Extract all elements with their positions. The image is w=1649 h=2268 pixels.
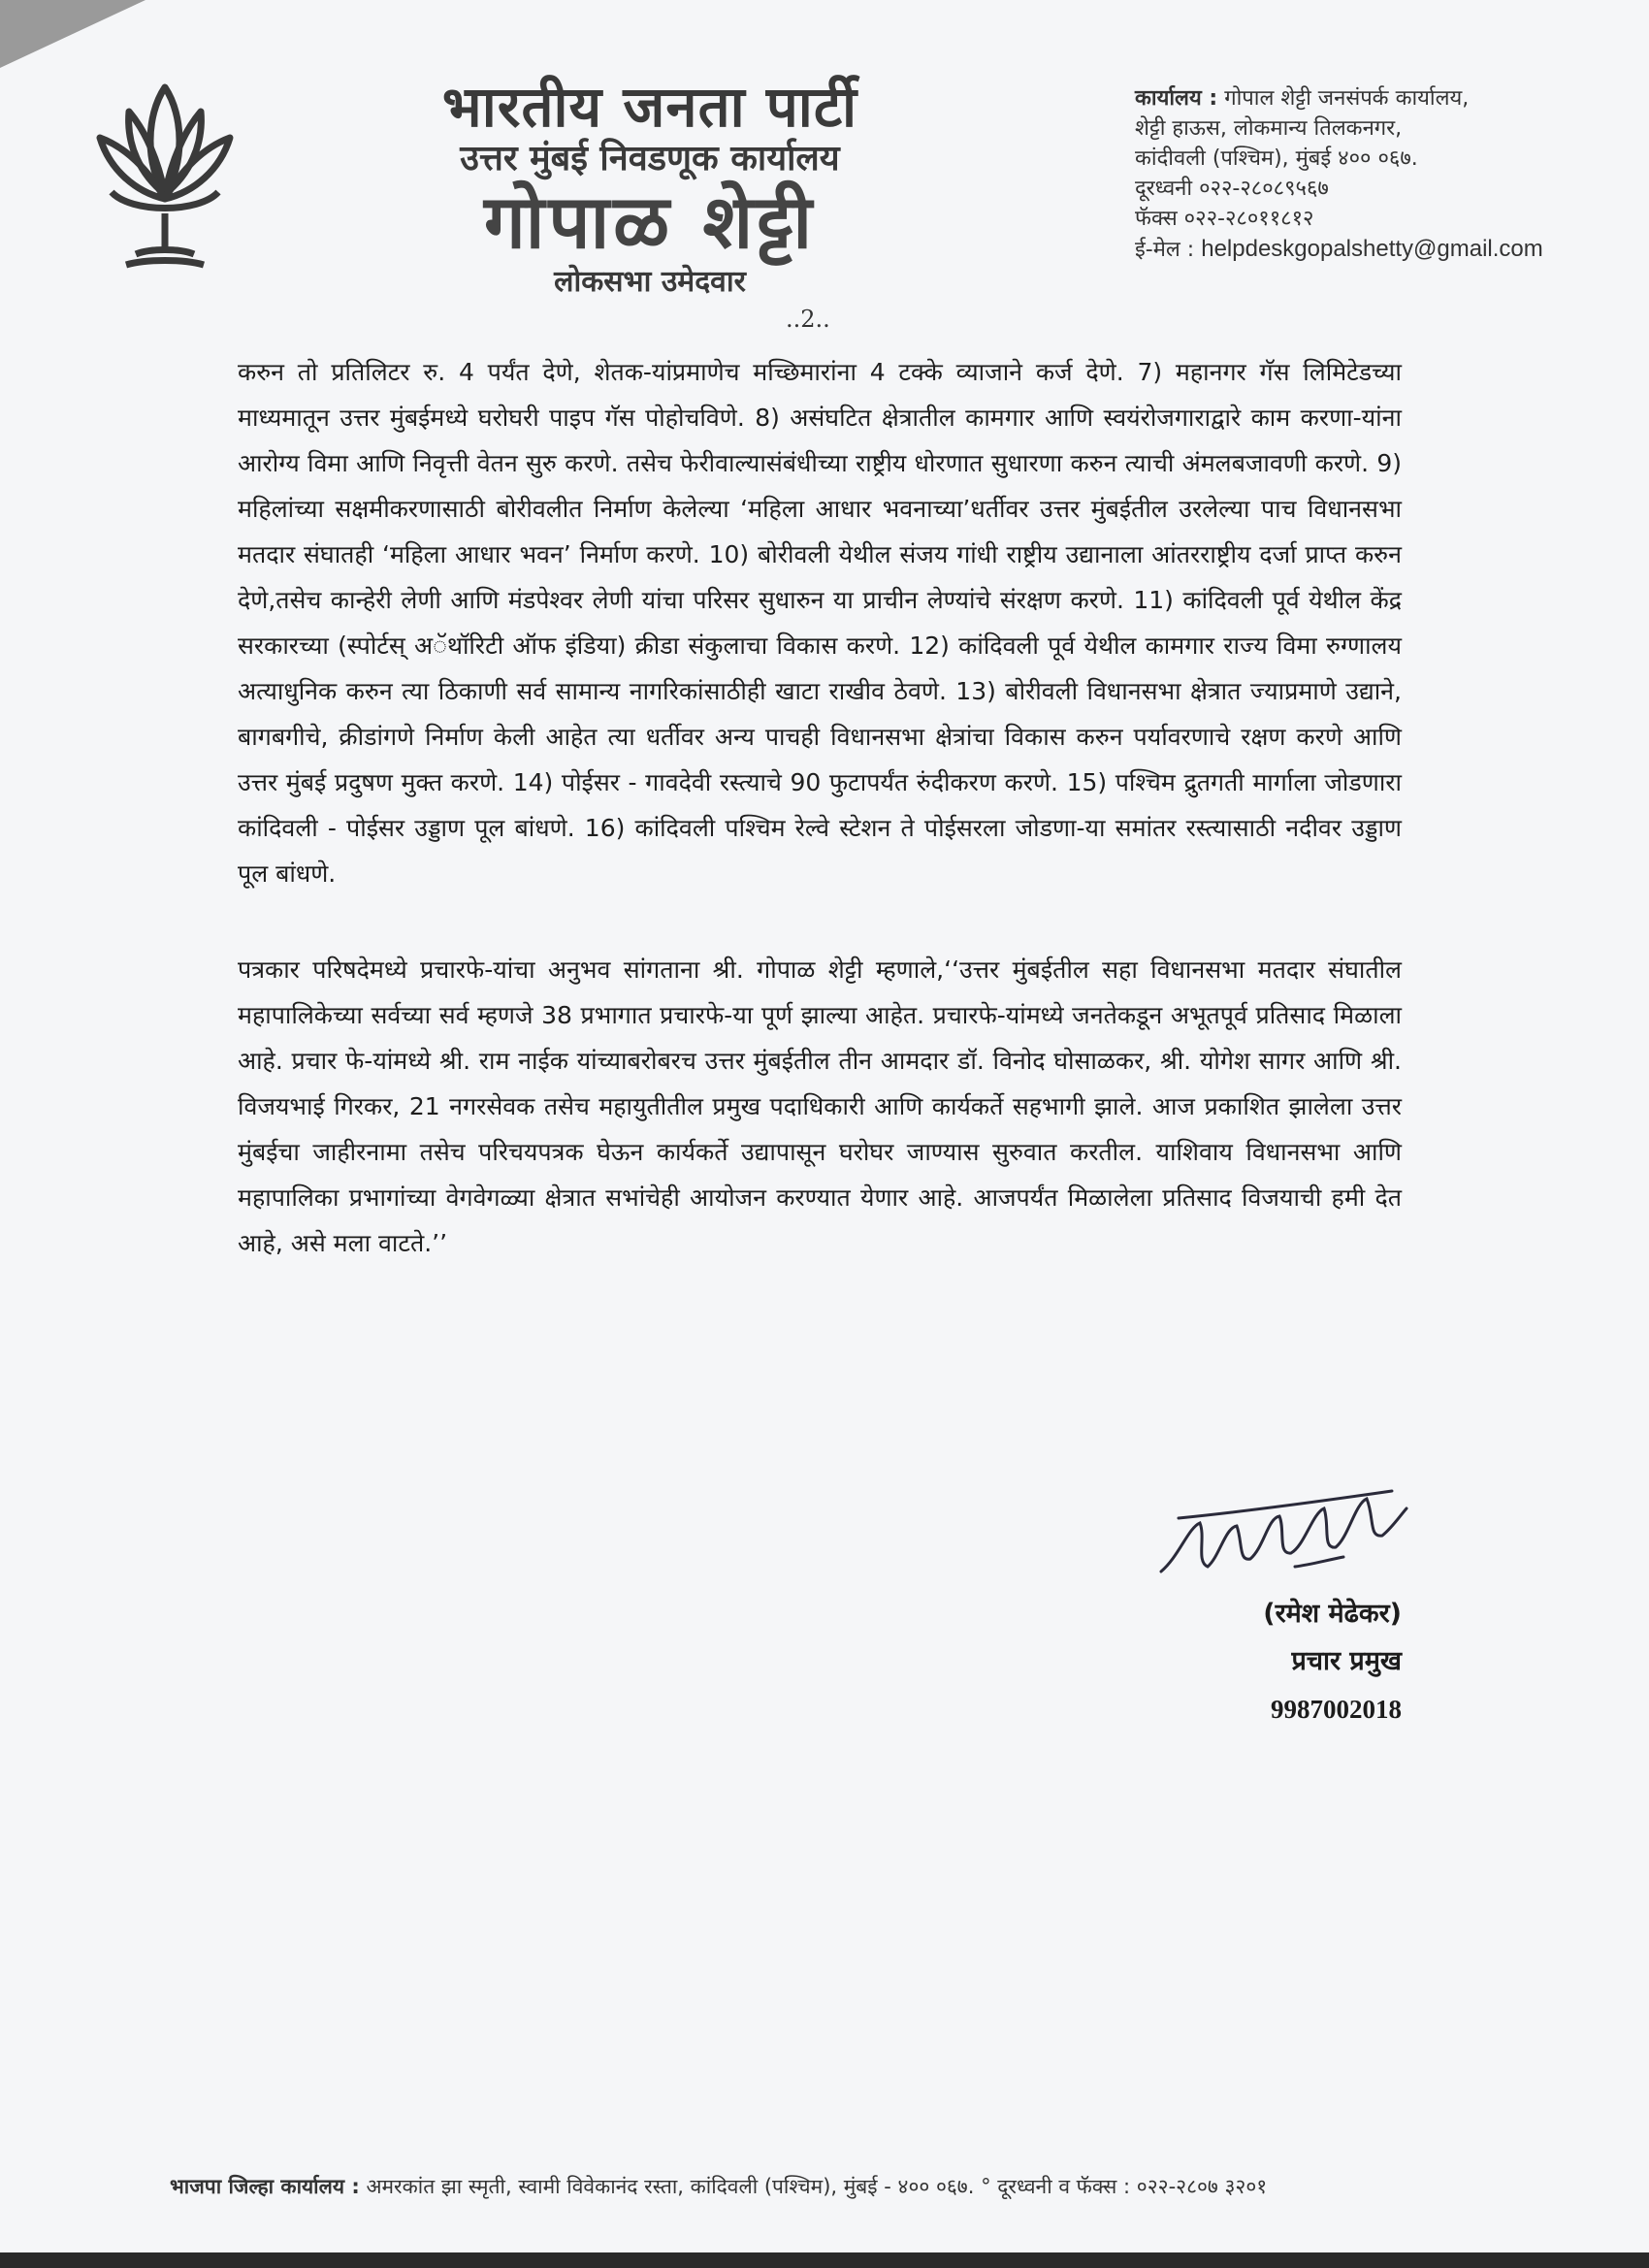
contact-block bbox=[1135, 83, 1620, 265]
email-label: ई-मेल : bbox=[1135, 238, 1195, 262]
page-number: ..2.. bbox=[786, 306, 830, 333]
signatory-role: प्रचार प्रमुख bbox=[1291, 1646, 1402, 1676]
signatory-block bbox=[1116, 1591, 1402, 1733]
signatory-phone: 9987002018 bbox=[1271, 1695, 1402, 1724]
candidate-role: लोकसभा उमेदवार bbox=[554, 265, 746, 299]
office-name: उत्तर मुंबई निवडणूक कार्यालय bbox=[460, 139, 840, 178]
footer-label: भाजपा जिल्हा कार्यालय : bbox=[170, 2175, 360, 2198]
office-address-line1: कार्यालय : गोपाल शेट्टी जनसंपर्क कार्यालय, bbox=[1135, 86, 1470, 111]
email-address: helpdeskgopalshetty@gmail.com bbox=[1201, 236, 1543, 262]
email-line bbox=[1135, 234, 1620, 265]
body-paragraph-1: करुन तो प्रतिलिटर रु. 4 पर्यंत देणे, शेतक-यांप्रमाणेच मच्छिमारांना 4 टक्के व्याजाने कर्ज देणे. 7) महानगर गॅस लिमिटेडच्या माध्यमातून उत्तर मुंबईमध्ये घरोघरी पाइप गॅस पोहोचविणे. 8) असंघटित क्षेत्रातील कामगार आणि स्वयंरोजगाराद्वारे काम करणा-यांना आरोग्य विमा आणि निवृत्ती वेतन सुरु करणे. तसेच फेरीवाल्यासंबंधीच्या राष्ट्रीय धोरणात सुधारणा करुन त्याची अंमलबजावणी करणे. 9) महिलांच्या सक्षमीकरणासाठी बोरीवलीत निर्माण केलेल्या ‘महिला आधार भवनाच्या’धर्तीवर उत्तर मुंबईतील उरलेल्या पाच विधानसभा मतदार संघातही ‘महिला आधार भवन’ निर्माण करणे. 10) बोरीवली येथील संजय गांधी राष्ट्रीय उद्यानाला आंतरराष्ट्रीय दर्जा प्राप्त करुन देणे,तसेच कान्हेरी लेणी आणि मंडपेश्वर लेणी यांचा परिसर सुधारुन या प्राचीन लेण्यांचे संरक्षण करणे. 11) कांदिवली पूर्व येथील केंद्र सरकारच्या (स्पोर्टस् अॅथॉरिटी ऑफ इंडिया) क्रीडा संकुलाचा विकास करणे. 12) कांदिवली पूर्व येथील कामगार राज्य विमा रुग्णालय अत्याधुनिक करुन त्या ठिकाणी सर्व सामान्य नागरिकांसाठीही खाटा राखीव ठेवणे. 13) बोरीवली विधानसभा क्षेत्रात ज्याप्रमाणे उद्याने, बागबगीचे, क्रीडांगणे निर्माण केली आहेत त्या धर्तीवर अन्य पाचही विधानसभा क्षेत्रांचा विकास करुन पर्यावरणाचे रक्षण करणे आणि उत्तर मुंबई प्रदुषण मुक्त करणे. 14) पोईसर - गावदेवी रस्त्याचे 90 फुटापर्यंत रुंदीकरण करणे. 15) पश्चिम द्रुतगती मार्गाला जोडणारा कांदिवली - पोईसर उड्डाण पूल बांधणे. 16) कांदिवली पश्चिम रेल्वे स्टेशन ते पोईसरला जोडणा-या समांतर रस्त्यासाठी नदीवर उड्डाण पूल बांधणे. bbox=[238, 358, 1402, 888]
party-name: भारतीय जनता पार्टी bbox=[441, 74, 858, 140]
phone-number: दूरध्वनी ०२२-२८०८९५६७ bbox=[1135, 177, 1329, 201]
lotus-logo-icon bbox=[92, 78, 238, 276]
folded-corner bbox=[0, 0, 146, 68]
handwritten-signature bbox=[1149, 1470, 1411, 1591]
footer-text: अमरकांत झा स्मृती, स्वामी विवेकानंद रस्ता, कांदिवली (पश्चिम), मुंबई - ४०० ०६७. ° दूरध्वनी व फॅक्स : ०२२-२८०७ ३२०१ bbox=[366, 2175, 1268, 2198]
office-label: कार्यालय : bbox=[1135, 86, 1218, 111]
scan-edge-strip bbox=[0, 2252, 1649, 2268]
office-address-line2: शेट्टी हाऊस, लोकमान्य तिलकनगर, bbox=[1135, 116, 1403, 141]
signatory-name: (रमेश मेढेकर) bbox=[1263, 1599, 1402, 1629]
office-address-line3: कांदीवली (पश्चिम), मुंबई ४०० ०६७. bbox=[1135, 146, 1418, 171]
fax-number: फॅक्स ०२२-२८०११८१२ bbox=[1135, 207, 1314, 231]
letter-body bbox=[238, 349, 1402, 1316]
letterhead-masthead bbox=[330, 76, 970, 301]
footer-address bbox=[170, 2173, 1528, 2200]
candidate-name: गोपाळ शेट्टी bbox=[483, 178, 817, 265]
body-paragraph-2: पत्रकार परिषदेमध्ये प्रचारफे-यांचा अनुभव सांगताना श्री. गोपाळ शेट्टी म्हणाले,‘‘उत्तर मुंबईतील सहा विधानसभा मतदार संघातील महापालिकेच्या सर्वच्या सर्व म्हणजे 38 प्रभागात प्रचारफे-या पूर्ण झाल्या आहेत. प्रचारफे-यांमध्ये जनतेकडून अभूतपूर्व प्रतिसाद मिळाला आहे. प्रचार फे-यांमध्ये श्री. राम नाईक यांच्याबरोबरच उत्तर मुंबईतील तीन आमदार डॉ. विनोद घोसाळकर, श्री. योगेश सागर आणि श्री. विजयभाई गिरकर, 21 नगरसेवक तसेच महायुतीतील प्रमुख पदाधिकारी आणि कार्यकर्ते सहभागी झाले. आज प्रकाशित झालेला उत्तर मुंबईचा जाहीरनामा तसेच परिचयपत्रक घेऊन कार्यकर्ते उद्यापासून घरोघर जाण्यास सुरुवात करतील. याशिवाय विधानसभा आणि महापालिका प्रभागांच्या वेगवेगळ्या क्षेत्रात सभांचेही आयोजन करण्यात येणार आहे. आजपर्यंत मिळालेला प्रतिसाद विजयाची हमी देत आहे, असे मला वाटते.’’ bbox=[238, 956, 1402, 1257]
